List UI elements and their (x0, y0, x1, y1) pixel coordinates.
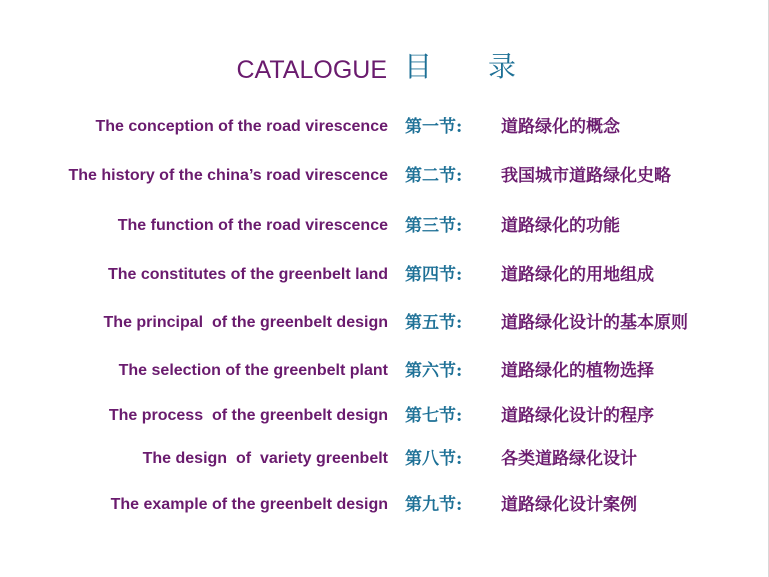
toc-row (0, 262, 769, 288)
catalogue-title-cn-first: 目 (404, 50, 433, 83)
toc-row (0, 492, 769, 518)
toc-row-en-title: The process of the greenbelt design (108, 407, 388, 424)
toc-row-en-title: The design of variety greenbelt (142, 450, 388, 467)
toc-row-cn-title: 道路绿化的植物选择 (501, 361, 654, 381)
toc-row-en-title: The example of the greenbelt design (110, 496, 388, 513)
toc-row-cn-title: 我国城市道路绿化史略 (501, 166, 671, 186)
toc-row-cn-title: 道路绿化的用地组成 (501, 265, 654, 285)
toc-row (0, 310, 769, 336)
toc-row-en-title: The selection of the greenbelt plant (118, 362, 388, 379)
toc-row-section-number: 第二节: (405, 166, 463, 186)
toc-row-en-title: The history of the china’s road virescence (68, 167, 388, 184)
toc-row-en-title: The constitutes of the greenbelt land (107, 266, 388, 283)
toc-row (0, 446, 769, 472)
toc-row-section-number: 第三节: (405, 216, 463, 236)
toc-row-section-number: 第八节: (405, 449, 463, 469)
toc-row-section-number: 第一节: (405, 117, 463, 137)
toc-row-section-number: 第七节: (405, 406, 463, 426)
toc-row (0, 114, 769, 140)
catalogue-title-en: CATALOGUE (236, 56, 387, 84)
toc-row (0, 163, 769, 189)
toc-row-cn-title: 道路绿化的功能 (501, 216, 620, 236)
toc-row-cn-title: 各类道路绿化设计 (501, 449, 637, 469)
toc-row-en-title: The conception of the road virescence (95, 118, 388, 135)
toc-row (0, 358, 769, 384)
catalogue-title-cn-second: 录 (488, 50, 517, 83)
toc-row-en-title: The function of the road virescence (117, 217, 388, 234)
toc-row-section-number: 第九节: (405, 495, 463, 515)
toc-row-section-number: 第六节: (405, 361, 463, 381)
toc-row-cn-title: 道路绿化设计的基本原则 (501, 313, 688, 333)
toc-row-cn-title: 道路绿化设计的程序 (501, 406, 654, 426)
toc-row (0, 403, 769, 429)
toc-row (0, 213, 769, 239)
toc-row-en-title: The principal of the greenbelt design (103, 314, 388, 331)
toc-row-section-number: 第四节: (405, 265, 463, 285)
toc-row-cn-title: 道路绿化设计案例 (501, 495, 637, 515)
toc-row-cn-title: 道路绿化的概念 (501, 117, 620, 137)
toc-row-section-number: 第五节: (405, 313, 463, 333)
